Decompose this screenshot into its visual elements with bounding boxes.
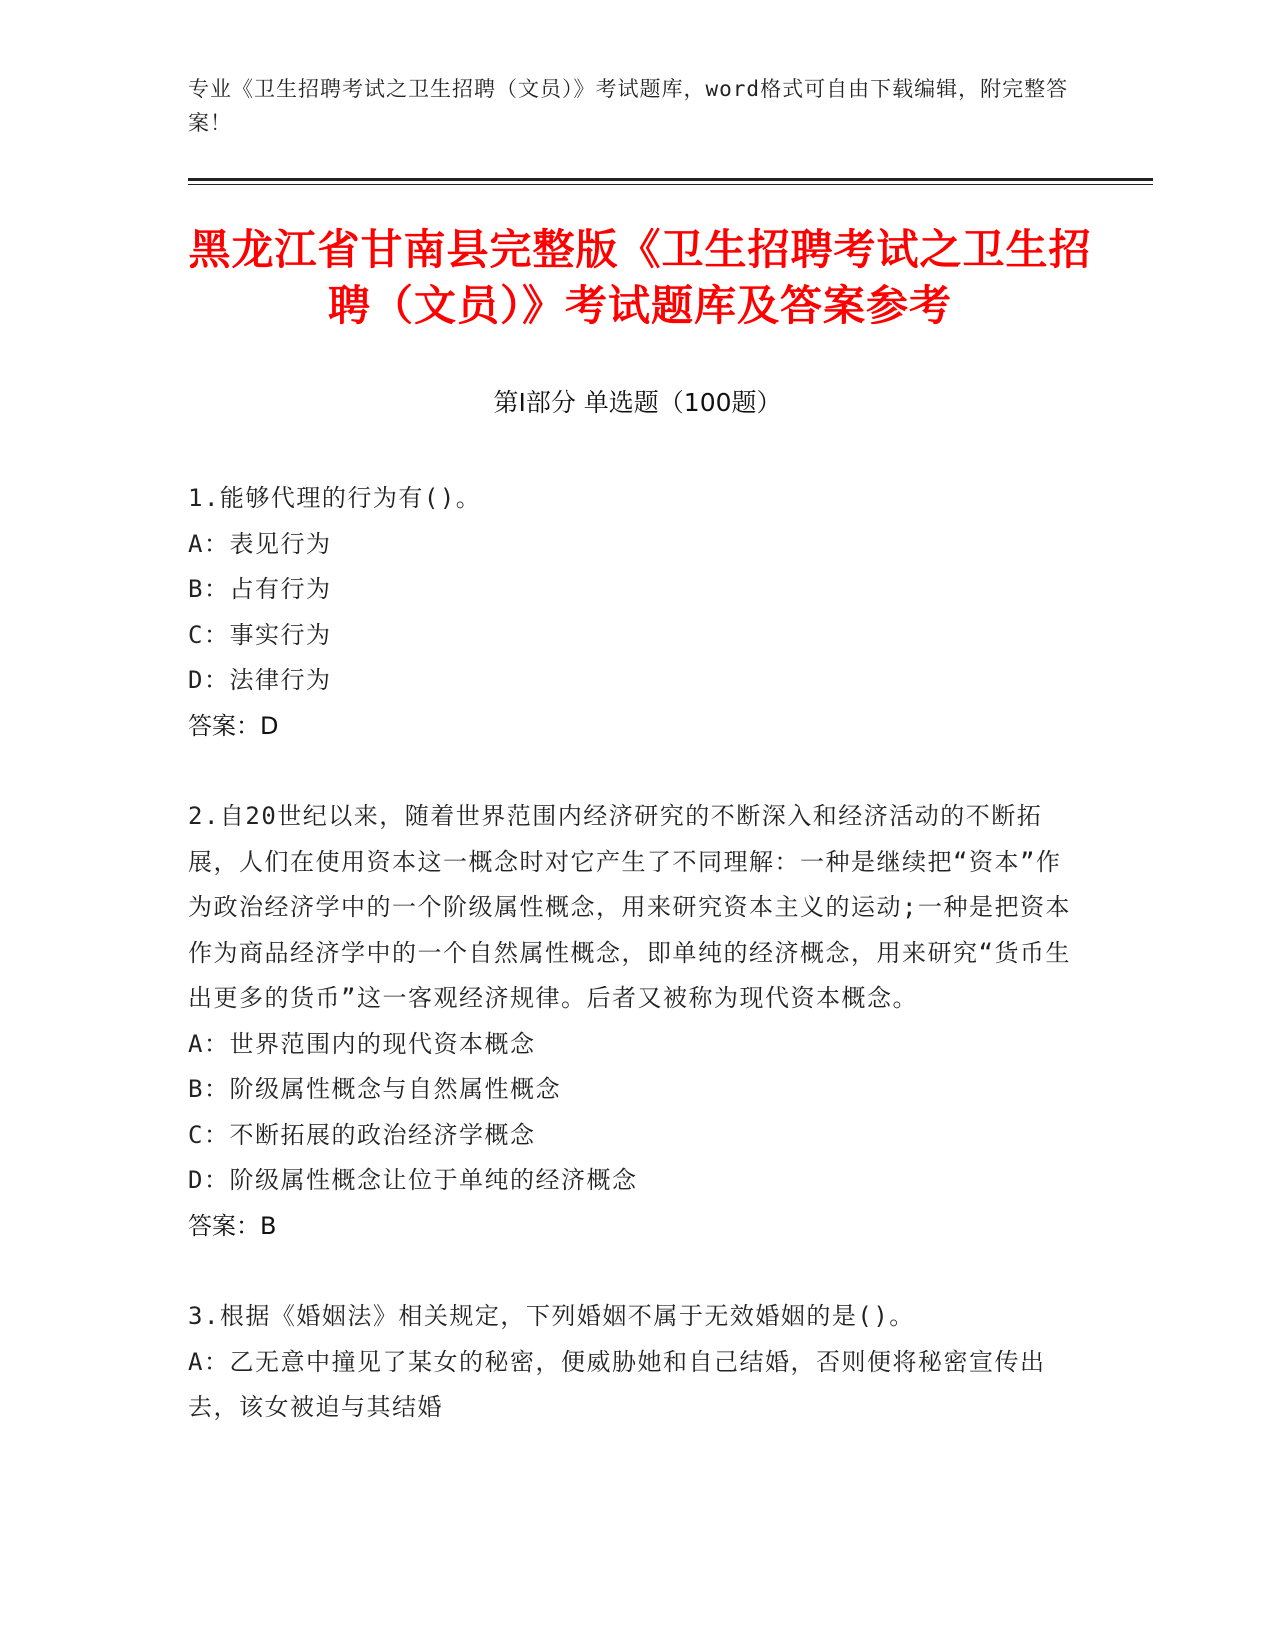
option-a: A：表见行为 <box>188 529 332 558</box>
option-c: C：事实行为 <box>188 620 332 649</box>
question-3 <box>188 1294 1078 1431</box>
question-text: 3.根据《婚姻法》相关规定，下列婚姻不属于无效婚姻的是()。 <box>188 1302 915 1330</box>
question-1 <box>188 476 1078 749</box>
header-rule-thick <box>188 178 1153 181</box>
option-c: C：不断拓展的政治经济学概念 <box>188 1120 536 1149</box>
answer: 答案：D <box>188 711 279 740</box>
option-d: D：法律行为 <box>188 666 332 694</box>
document-title: 黑龙江省甘南县完整版《卫生招聘考试之卫生招聘（文员）》考试题库及答案参考 <box>188 225 1092 330</box>
question-2 <box>188 794 1078 1249</box>
option-a: A：世界范围内的现代资本概念 <box>188 1029 536 1058</box>
question-text: 2.自20世纪以来，随着世界范围内经济研究的不断深入和经济活动的不断拓展，人们在使用资本这一概念时对它产生了不同理解：一种是继续把“资本”作为政治经济学中的一个阶级属性概念，用来研究资本主义的运动;一种是把资本作为商品经济学中的一个自然属性概念，即单纯的经济概念，用来研究“货币生出更多的货币”这一客观经济规律。后者又被称为现代资本概念。 <box>188 802 1071 1012</box>
option-a: A：乙无意中撞见了某女的秘密，便威胁她和自己结婚，否则便将秘密宣传出去，该女被迫与其结婚 <box>188 1347 1046 1421</box>
option-b: B：占有行为 <box>188 575 332 603</box>
option-d: D：阶级属性概念让位于单纯的经济概念 <box>188 1166 638 1194</box>
answer: 答案：B <box>188 1211 277 1240</box>
header-rule-thin <box>188 184 1153 185</box>
question-text: 1.能够代理的行为有()。 <box>188 484 482 512</box>
section-title: 第Ⅰ部分 单选题（100题） <box>493 388 782 417</box>
option-b: B：阶级属性概念与自然属性概念 <box>188 1075 561 1103</box>
header-note: 专业《卫生招聘考试之卫生招聘（文员）》考试题库，word格式可自由下载编辑，附完整答案！ <box>188 77 1069 135</box>
question-list <box>188 476 1078 1476</box>
